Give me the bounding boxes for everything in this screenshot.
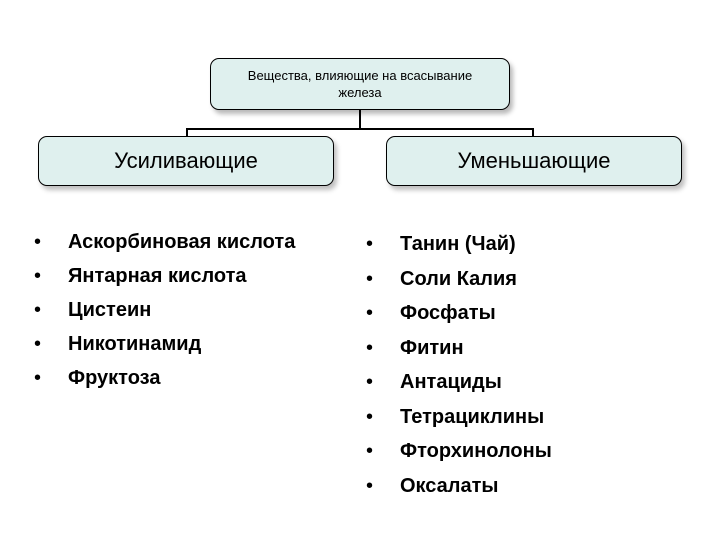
inhibitor-item-label: Танин (Чай) (400, 233, 516, 255)
inhibitors-heading-box (386, 136, 682, 186)
inhibitor-list-item (362, 434, 552, 469)
enhancers-heading-box (38, 136, 334, 186)
enhancer-list-item (30, 361, 295, 395)
enhancer-list-item (30, 259, 295, 293)
inhibitor-list-item (362, 365, 552, 400)
bullet-icon: • (366, 267, 374, 290)
connector-root-vertical (359, 110, 361, 130)
bullet-icon: • (34, 231, 42, 253)
enhancer-item-label: Янтарная кислота (68, 265, 247, 287)
connector-horizontal (186, 128, 534, 130)
inhibitor-item-label: Антациды (400, 371, 502, 393)
bullet-icon: • (366, 371, 374, 393)
inhibitor-item-label: Фитин (400, 336, 464, 359)
bullet-icon: • (366, 474, 374, 497)
bullet-icon: • (34, 265, 42, 287)
inhibitor-list-item (362, 296, 552, 331)
inhibitors-heading: Уменьшающие (457, 148, 611, 173)
enhancer-item-label: Фруктоза (68, 367, 161, 389)
inhibitor-item-label: Тетрациклины (400, 405, 545, 428)
enhancer-item-label: Аскорбиновая кислота (68, 231, 296, 253)
inhibitors-list (362, 227, 552, 503)
bullet-icon: • (366, 302, 374, 324)
enhancer-list-item (30, 327, 295, 361)
inhibitor-item-label: Фосфаты (400, 302, 496, 324)
inhibitor-item-label: Оксалаты (400, 474, 499, 497)
enhancers-heading: Усиливающие (114, 148, 258, 173)
inhibitor-list-item (362, 227, 552, 262)
inhibitor-list-item (362, 400, 552, 435)
enhancer-item-label: Цистеин (68, 299, 152, 321)
inhibitor-item-label: Фторхинолоны (400, 440, 552, 462)
bullet-icon: • (34, 367, 42, 389)
enhancer-list-item (30, 293, 295, 327)
bullet-icon: • (34, 333, 42, 355)
inhibitor-list-item (362, 331, 552, 366)
enhancers-list (30, 225, 295, 395)
root-concept-box (210, 58, 510, 110)
bullet-icon: • (366, 405, 374, 428)
enhancer-list-item (30, 225, 295, 259)
inhibitor-item-label: Соли Калия (400, 267, 517, 290)
bullet-icon: • (366, 336, 374, 359)
bullet-icon: • (34, 299, 42, 321)
bullet-icon: • (366, 233, 374, 255)
enhancer-item-label: Никотинамид (68, 333, 202, 355)
inhibitor-list-item (362, 262, 552, 297)
bullet-icon: • (366, 440, 374, 462)
root-concept-label: Вещества, влияющие на всасывание железа (247, 68, 473, 100)
inhibitor-list-item (362, 469, 552, 504)
